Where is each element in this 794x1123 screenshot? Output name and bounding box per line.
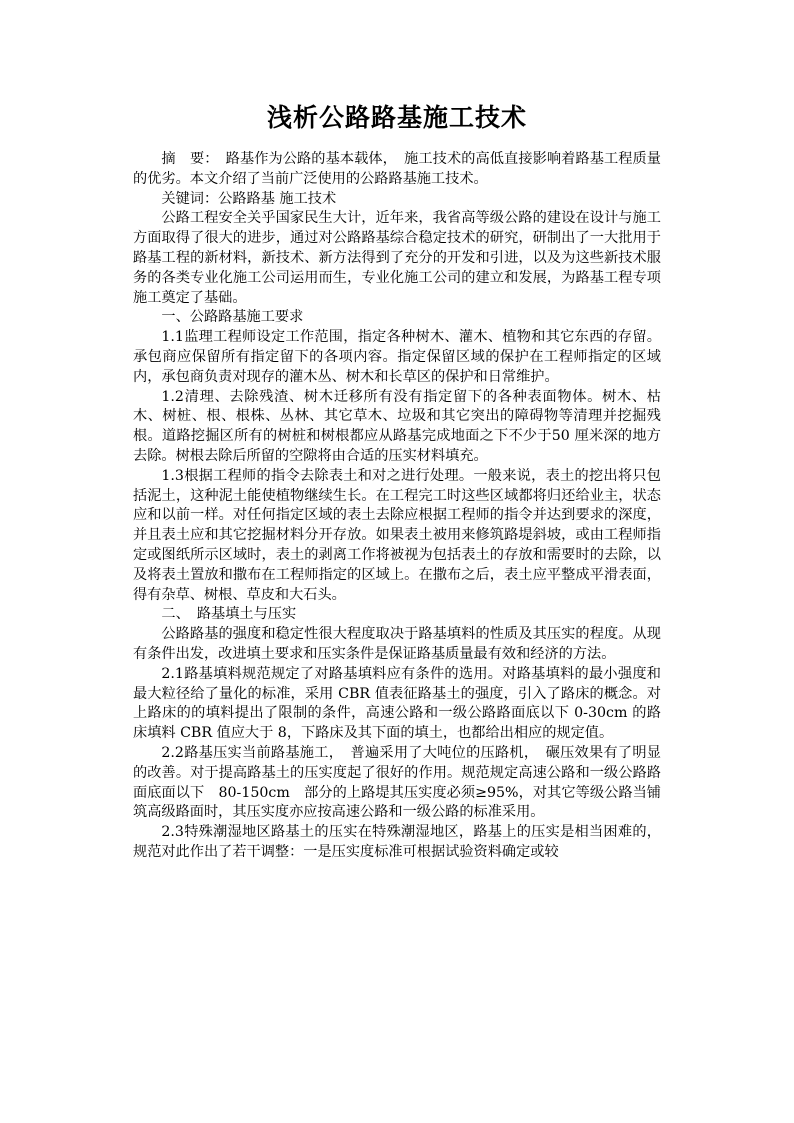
intro-paragraph: 公路工程安全关乎国家民生大计，近年来，我省高等级公路的建设在设计与施工方面取得了很大的进步，通过对公路路基综合稳定技术的研究，研制出了一大批用于路基工程的新材料，新技术、新方法得到了充分的开发和引进，以及为这些新技术服务的各类专业化施工公司运用而生，专业化施工公司的建立和发展，为路基工程专项施工奠定了基础。 bbox=[133, 210, 661, 306]
paragraph-2-3: 2.3特殊潮湿地区路基土的压实在特殊潮湿地区，路基上的压实是相当困难的，规范对此作出了若干调整：一是压实度标准可根据试验资料确定或较 bbox=[133, 824, 661, 860]
paragraph-2-2: 2.2路基压实当前路基施工， 普遍采用了大吨位的压路机， 碾压效果有了明显的改善。对于提高路基土的压实度起了很好的作用。规范规定高速公路和一级公路路面底面以下 80-150cm 部分的上路堤其压实度必须≥95%，对其它等级公路当铺筑高级路面时，其压实度亦应按高速公路和一级公路的标准采用。 bbox=[133, 744, 661, 821]
section-heading-1: 一、公路路基施工要求 bbox=[161, 309, 304, 326]
document-title: 浅析公路路基施工技术 bbox=[266, 103, 527, 132]
paragraph-1-1: 1.1监理工程师设定工作范围，指定各种树木、灌木、植物和其它东西的存留。承包商应保留所有指定留下的各项内容。指定保留区域的保护在工程师指定的区域内，承包商负责对现存的灌木丛、树木和长草区的保护和日常维护。 bbox=[133, 329, 661, 385]
abstract-paragraph: 摘 要： 路基作为公路的基本载体， 施工技术的高低直接影响着路基工程质量的优劣。本文介绍了当前广泛使用的公路路基施工技术。 bbox=[133, 151, 661, 187]
document-body bbox=[133, 150, 661, 863]
keywords-paragraph: 关键词：公路路基 施工技术 bbox=[161, 190, 337, 207]
section-2-intro-paragraph: 公路路基的强度和稳定性很大程度取决于路基填料的性质及其压实的程度。从现有条件出发，改进填土要求和压实条件是保证路基质量最有效和经济的方法。 bbox=[133, 626, 661, 662]
paragraph-1-3: 1.3根据工程师的指令去除表土和对之进行处理。一般来说，表土的挖出将只包括泥土，这种泥土能使植物继续生长。在工程完工时这些区域都将归还给业主，状态应和以前一样。对任何指定区域的表土去除应根据工程师的指令并达到要求的深度，并且表土应和其它挖掘材料分开存放。如果表土被用来修筑路堤斜坡，或由工程师指定或图纸所示区域时，表土的剥离工作将被视为包括表土的存放和需要时的去除，以及将表土置放和撒布在工程师指定的区域上。在撒布之后，表土应平整成平滑表面，得有杂草、树根、草皮和大石头。 bbox=[133, 467, 661, 603]
paragraph-2-1: 2.1路基填料规范规定了对路基填料应有条件的选用。对路基填料的最小强度和最大粒径给了量化的标准，采用 CBR 值表征路基土的强度，引入了路床的概念。对上路床的的填料提出了限制的条件，高速公路和一级公路路面底以下 0-30cm 的路床填料 CBR 值应大于 8，下路床及其下面的填土，也都给出相应的规定值。 bbox=[133, 665, 661, 742]
section-heading-2: 二、 路基填土与压实 bbox=[161, 606, 297, 623]
paragraph-1-2: 1.2清理、去除残渣、树木迁移所有没有指定留下的各种表面物体。树木、枯木、树桩、根、根株、丛林、其它草木、垃圾和其它突出的障碍物等清理并挖掘残根。道路挖掘区所有的树桩和树根都应从路基完成地面之下不少于50 厘米深的地方去除。树根去除后所留的空隙将由合适的压实材料填充。 bbox=[133, 388, 661, 464]
